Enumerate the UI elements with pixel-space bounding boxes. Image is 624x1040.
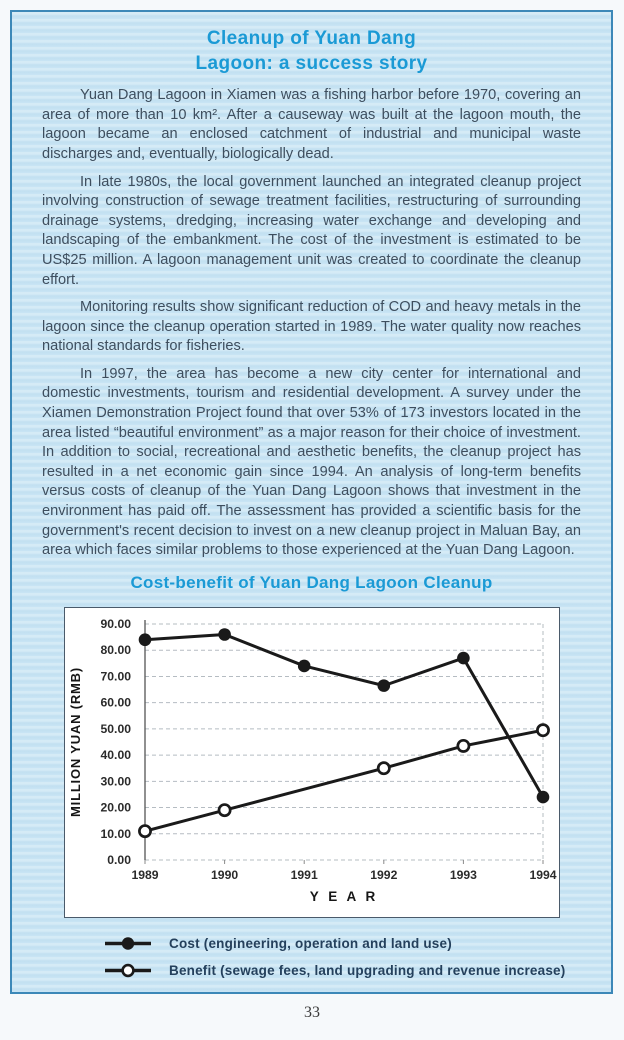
paragraph-cleanup-project: In late 1980s, the local government launched an integrated cleanup project involving construction of sewage treatment facilities, restructuring of surrounding drainage systems, dredging, increasing water exchange and developing and landscaping of the embankment. The cost of the investment is estimated to be US$25 million. A lagoon management unit was created to coordinate the cleanup effort. [42,173,581,288]
legend-label-cost: Cost (engineering, operation and land use) [169,935,452,951]
svg-text:1992: 1992 [369,867,397,882]
chart-title: Cost-benefit of Yuan Dang Lagoon Cleanup [130,572,493,592]
svg-text:60.00: 60.00 [100,695,131,710]
chart-svg [65,608,559,917]
chart-legend [104,930,581,984]
page-number: 33 [304,1004,320,1021]
article-title-line2: Lagoon: a success story [195,53,428,75]
svg-text:90.00: 90.00 [100,616,131,631]
svg-text:20.00: 20.00 [100,800,131,815]
svg-text:30.00: 30.00 [100,774,131,789]
paragraph-economic-gain: In 1997, the area has become a new city center for international and domestic investments, tourism and residential development. A survey under the Xiamen Demonstration Project found that over 53% of 173 investors located in the area listed “beautiful environment” as a major reason for their choice of investment. In addition to social, recreational and aesthetic benefits, the cleanup project has resulted in a net economic gain since 1994. An analysis of long-term benefits versus costs of cleanup of the Yuan Dang Lagoon shows that investment in the environment has paid off. The assessment has provided a scientific basis for the government's recent decision to invest on a new cleanup project in Maluan Bay, an area which faces similar problems to those experienced at the Yuan Dang Lagoon. [42,365,581,559]
svg-text:70.00: 70.00 [100,669,131,684]
cost-benefit-chart [64,607,560,918]
cost-line-marker-icon [104,936,152,951]
svg-text:0.00: 0.00 [106,852,131,867]
svg-text:1994: 1994 [528,867,557,882]
svg-text:Y E A R: Y E A R [309,888,378,904]
article-title-line1: Cleanup of Yuan Dang [206,28,417,49]
svg-text:50.00: 50.00 [100,721,131,736]
svg-text:10.00: 10.00 [100,826,131,841]
svg-text:1989: 1989 [130,867,159,882]
article-title [42,26,581,76]
content-panel [10,10,613,994]
svg-text:80.00: 80.00 [100,643,131,658]
paragraph-monitoring: Monitoring results show significant reduction of COD and heavy metals in the lagoon since the cleanup operation started in 1989. The water quality now reaches national standards for fisheries. [42,299,581,355]
svg-text:1991: 1991 [290,867,318,882]
svg-text:1990: 1990 [210,867,238,882]
legend-label-benefit: Benefit (sewage fees, land upgrading and revenue increase) [169,962,566,978]
legend-item-cost [104,930,581,957]
svg-text:1993: 1993 [449,867,477,882]
benefit-line-marker-icon [104,963,152,978]
paragraph-intro: Yuan Dang Lagoon in Xiamen was a fishing harbor before 1970, covering an area of more than 10 km². After a causeway was built at the lagoon mouth, the lagoon became an enclosed catchment of industrial and municipal waste discharges and, eventually, biologically dead. [42,87,581,162]
legend-item-benefit [104,957,581,984]
svg-text:40.00: 40.00 [100,747,131,762]
svg-text:MILLION YUAN (RMB): MILLION YUAN (RMB) [67,666,83,817]
